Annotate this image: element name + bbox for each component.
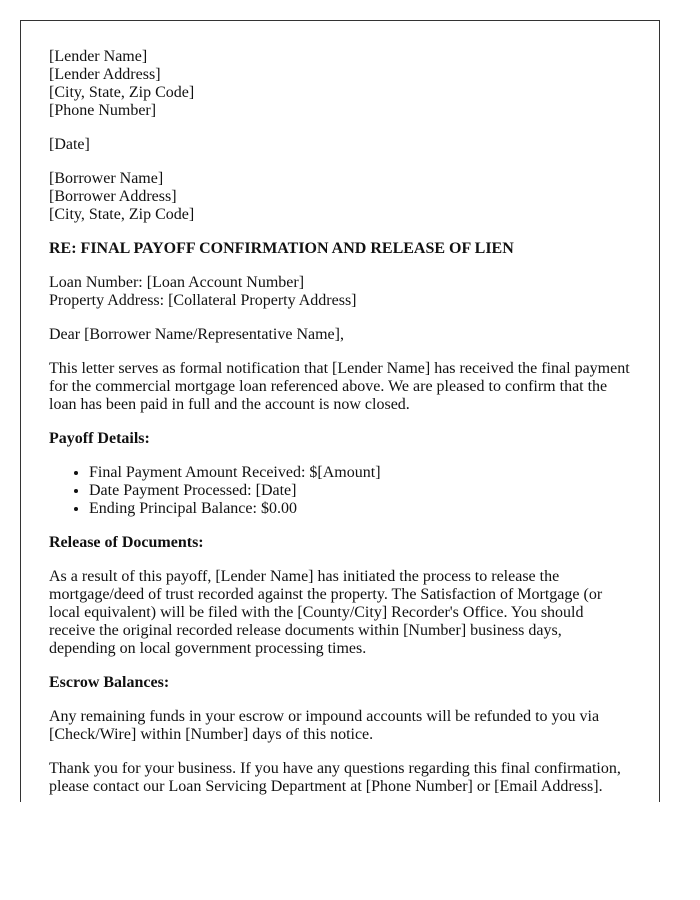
letter-date: [Date] — [49, 136, 90, 153]
letter-page — [20, 20, 660, 802]
payoff-item: • Final Payment Amount Received: $[Amount] — [89, 464, 631, 482]
recipient-line: [City, State, Zip Code] — [49, 206, 195, 223]
recipient-block — [49, 170, 631, 224]
payoff-heading: Payoff Details: — [49, 430, 150, 447]
release-heading: Release of Documents: — [49, 534, 204, 551]
payoff-item: • Date Payment Processed: [Date] — [89, 482, 631, 500]
escrow-heading: Escrow Balances: — [49, 674, 170, 691]
recipient-line: [Borrower Name] — [49, 170, 164, 187]
escrow-paragraph: Any remaining funds in your escrow or impound accounts will be refunded to you via [Check/Wire] within [Number] days of this notice. — [49, 708, 600, 743]
sender-line: [City, State, Zip Code] — [49, 84, 195, 101]
recipient-line: [Borrower Address] — [49, 188, 177, 205]
release-paragraph: As a result of this payoff, [Lender Name] has initiated the process to release the mortgage/deed of trust recorded against the property. The Satisfaction of Mortgage (or local equivalent) will be filed with the [County/City] Recorder's Office. You should receive the original recorded release documents within [Number] business days, depending on local government processing times. — [49, 568, 603, 657]
sender-line: [Lender Address] — [49, 66, 161, 83]
sender-block — [49, 48, 631, 120]
intro-paragraph: This letter serves as formal notification that [Lender Name] has received the final payment for the commercial mortgage loan referenced above. We are pleased to confirm that the loan has been paid in full and the account is now closed. — [49, 360, 630, 413]
closing-paragraph: Thank you for your business. If you have any questions regarding this final confirmation, please contact our Loan Servicing Department at [Phone Number] or [Email Address]. — [49, 760, 621, 795]
sender-line: [Phone Number] — [49, 102, 157, 119]
sender-line: [Lender Name] — [49, 48, 148, 65]
payoff-list — [49, 464, 631, 518]
property-address: Property Address: [Collateral Property Address] — [49, 292, 357, 309]
loan-number: Loan Number: [Loan Account Number] — [49, 274, 305, 291]
salutation: Dear [Borrower Name/Representative Name], — [49, 326, 344, 343]
reference-block — [49, 274, 631, 310]
subject-line: RE: FINAL PAYOFF CONFIRMATION AND RELEASE OF LIEN — [49, 240, 514, 257]
payoff-item: • Ending Principal Balance: $0.00 — [89, 500, 631, 518]
